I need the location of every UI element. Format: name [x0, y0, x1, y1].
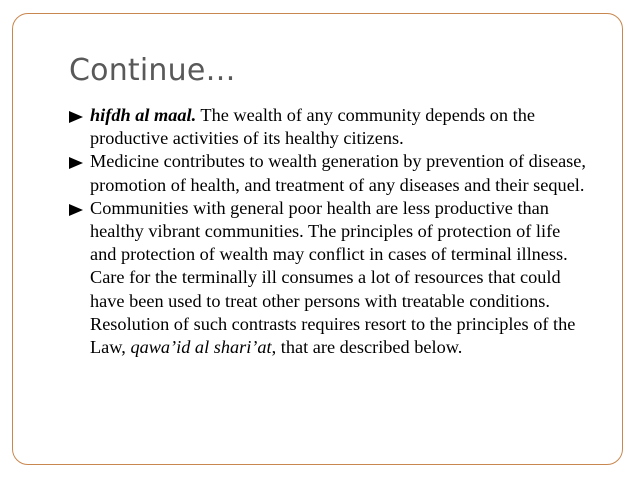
bullet-text: Medicine contributes to wealth generation by prevention of disease, promotion of health, and treatment of any diseases and their sequel. — [90, 151, 586, 195]
bullet-arrow-icon — [69, 111, 83, 123]
bullet-item-wealth-preservation — [69, 104, 589, 150]
slide-title: Continue… — [69, 53, 236, 88]
bullet-list — [69, 104, 589, 359]
bullet-text: The wealth of any community depends on the productive activities of its healthy citizens. — [90, 105, 535, 149]
bullet-text-after: , that are described below. — [271, 337, 463, 358]
bullet-inline-term: qawa’id al shari’at — [130, 337, 272, 358]
bullet-item-medicine-wealth — [69, 150, 589, 196]
bullet-item-community-health — [69, 197, 589, 359]
bullet-lead-term: hifdh al maal. — [90, 105, 197, 125]
bullet-text-before: Communities with general poor health are less productive than healthy vibrant communities. The principles of protection of life and protection of wealth may conflict in cases of terminal illness. Care for the terminally ill consumes a lot of resources that could have been used to treat other persons with treatable conditions. Resolution of such contrasts requires resort to the principles of the Law, — [90, 197, 576, 358]
bullet-arrow-icon — [69, 157, 83, 169]
bullet-arrow-icon — [69, 204, 83, 216]
